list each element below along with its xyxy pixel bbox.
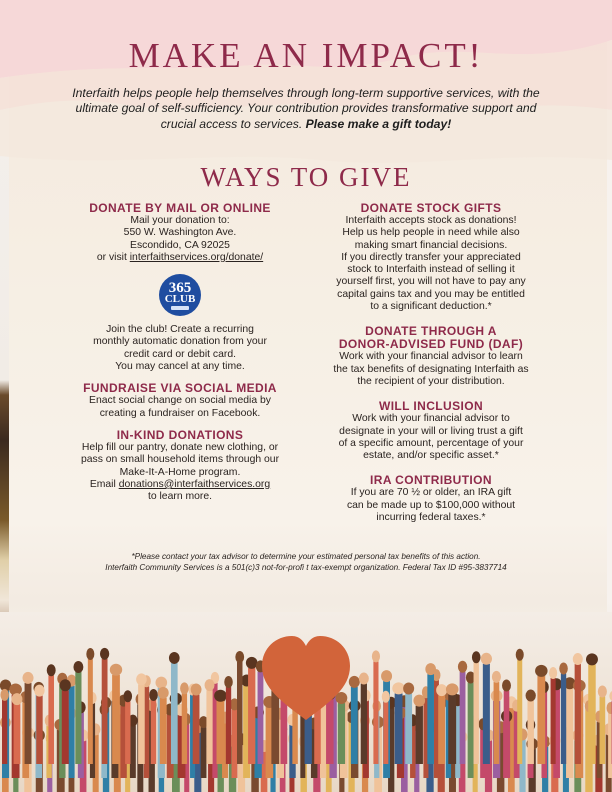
raised-hand [526,690,536,702]
raised-hand [47,664,56,676]
raised-arm [448,694,456,764]
daf-section [318,325,544,388]
raised-hand [86,648,94,660]
raised-hand [549,667,557,679]
raised-hand [158,687,169,699]
raised-hand [573,653,583,665]
raised-arm [14,704,21,764]
raised-arm [395,693,403,764]
footer-disclaimer [40,551,572,573]
raised-arm [438,695,445,764]
ira-title: IRA CONTRIBUTION [370,473,492,488]
raised-hand [392,682,405,694]
raised-arm [69,686,75,778]
raised-arm [561,673,566,764]
in-kind-section [65,429,295,503]
raised-hand [381,670,392,682]
in-kind-line: Help fill our pantry, donate new clothing, or [81,441,279,453]
donate-link-prefix: or visit [96,251,130,263]
badge-logo-mark [171,306,189,310]
raised-arm [468,683,474,778]
raised-arm [383,702,388,764]
raised-hand [224,676,233,688]
raised-hand [372,650,380,662]
raised-arm [226,687,231,764]
stock-line: If you directly transfer your appreciated [341,251,521,263]
club-line: You may cancel at any time. [115,361,245,373]
raised-arm [182,693,187,764]
raised-hand [156,677,168,689]
raised-arm [258,671,264,764]
stock-line: Help us help people in need while also [342,227,520,239]
raised-hand [0,689,8,701]
raised-arm [326,699,334,764]
raised-hand [149,689,158,701]
raised-hand [235,651,244,663]
raised-arm [537,676,545,764]
raised-hand [472,651,481,663]
raised-arm [504,690,510,764]
page-title: MAKE AN IMPACT! [128,36,484,75]
raised-arm [2,700,7,764]
mail-line: Mail your donation to: [130,215,230,226]
raised-hand [458,661,467,673]
right-column [318,202,544,524]
raised-hand [246,657,258,669]
will-line: Work with your financial advisor to [352,413,510,425]
will-line: designate in your will or living trust a gift [339,425,523,437]
intro-text: Interfaith helps people help themselves through long-term supportive services, with the ultimate goal of self-sufficiency. Your contribution provides transformative support and crucial access to services. [72,86,540,131]
stock-gifts-title: DONATE STOCK GIFTS [360,201,502,215]
donate-mail-online-section [65,202,295,264]
raised-arm [361,684,367,764]
raised-hand [100,648,109,660]
raised-hand [169,652,180,664]
raised-arm [217,701,225,764]
raised-arm [551,678,556,764]
raised-arm [206,690,212,764]
in-kind-line: Make-It-A-Home program. [119,466,241,478]
club-line: credit card or debit card. [123,348,237,360]
stock-line: Interfaith accepts stock as donations! [345,215,517,226]
donate-link[interactable]: interfaithservices.org/donate/ [129,251,264,263]
raised-arm [48,675,54,764]
raised-hand [502,679,511,691]
donate-mail-online-title: DONATE BY MAIL OR ONLINE [89,201,271,215]
raised-hand [446,683,459,695]
social-line: creating a fundraiser on Facebook. [99,407,261,419]
club-365-badge [159,274,201,316]
ways-to-give-heading: WAYS TO GIVE [200,162,412,192]
social-line: Enact social change on social media by [89,395,271,407]
raised-hand [516,649,524,661]
raised-arm [527,701,533,764]
raised-hand [73,661,83,673]
raised-arm [494,682,500,764]
raised-arm [427,674,434,764]
stock-line: making smart financial decisions. [354,239,508,251]
raised-hand [136,673,147,685]
raised-hand [535,665,548,677]
raised-hand [12,693,23,705]
raised-hand [481,653,492,665]
social-media-title: FUNDRAISE VIA SOCIAL MEDIA [83,381,277,396]
donations-email-link[interactable]: donations@interfaithservices.org [118,478,271,490]
raised-hand [191,683,202,695]
stock-gifts-section [318,202,544,313]
email-line [65,479,295,491]
will-line: of a specific amount, percentage of your [338,437,524,449]
raised-arm [201,727,207,778]
in-kind-title: IN-KIND DONATIONS [116,427,244,442]
raised-arm [88,659,93,764]
raised-hand [124,690,133,702]
daf-line: the tax benefits of designating Interfaith as [333,363,529,375]
raised-hand [425,663,436,675]
mail-line: Escondido, CA 92025 [130,239,230,251]
raised-hand [382,691,390,703]
raised-arm [483,664,490,764]
stock-line: capital gains tax and you may be entitled [337,288,525,300]
intro-call-to-action: Please make a gift today! [305,116,452,131]
raised-arm [575,664,581,764]
email-prefix: Email [89,478,119,490]
raised-hand [110,664,122,676]
raised-hand [205,679,215,691]
raised-hand [436,684,447,696]
raised-hands-illustration [0,612,612,792]
ira-section [318,474,544,524]
raised-arm [517,660,522,764]
raised-arm [75,672,81,764]
raised-arm [125,701,130,764]
raised-arm [36,696,42,764]
donate-online-line [65,252,295,264]
raised-arm [160,698,167,764]
raised-hand [214,690,227,702]
raised-hand [559,662,568,674]
ira-line: incurring federal taxes.* [376,512,486,524]
raised-arm [62,690,69,764]
raised-arm [600,697,606,764]
badge-club-text: CLUB [164,293,196,306]
daf-line: the recipient of your distribution. [357,375,505,387]
raised-arm [338,703,345,764]
stock-line: to a significant deduction.* [370,301,492,313]
raised-arm [171,663,178,764]
daf-title-line-2: DONOR-ADVISED FUND (DAF) [338,337,524,352]
in-kind-after: to learn more. [147,491,213,503]
club-line: monthly automatic donation from your [93,336,267,348]
will-line: estate, and/or specific asset.* [363,450,499,462]
daf-title-line-1: DONATE THROUGH A [365,324,497,339]
raised-arm [248,668,255,764]
raised-arm [193,694,200,764]
intro-paragraph [60,86,552,132]
raised-arm [102,659,108,764]
club-section [65,324,295,373]
raised-arm [138,684,145,764]
raised-arm [130,726,136,778]
raised-hand [23,672,34,684]
raised-hand [359,673,369,685]
left-column [65,202,295,503]
footer-line-2: Interfaith Community Services is a 501(c)3 not-for-profi t tax-exempt organization. Federal Tax ID #95-3837714 [105,563,507,572]
raised-hand [586,653,598,665]
raised-arm [460,672,466,764]
raised-arm [405,694,412,764]
raised-arm [112,675,120,764]
raised-hand [180,682,189,694]
will-inclusion-title: WILL INCLUSION [378,399,484,414]
raised-arm [151,700,156,764]
raised-arm [25,683,32,764]
raised-arm [474,662,479,764]
raised-hand [60,679,71,691]
raised-hand [598,686,607,698]
club-line: Join the club! Create a recurring [106,324,254,336]
ira-line: can be made up to $100,000 without [346,499,516,511]
in-kind-line: pass on small household items through our [80,454,280,466]
raised-arm [351,687,358,764]
raised-hand [492,671,501,683]
stock-line: yourself first, you will not have to pay any [336,276,526,288]
raised-hand [403,683,414,695]
raised-hand [413,695,425,707]
badge-365-text: 365 [168,280,192,297]
raised-arm [588,664,595,764]
daf-line: Work with your financial advisor to learn [339,351,523,363]
raised-arm [608,713,612,778]
raised-arm [373,661,378,764]
raised-arm [416,706,423,764]
will-inclusion-section [318,400,544,462]
raised-hand [34,685,44,697]
raised-arm [566,688,573,778]
raised-arm [237,662,243,764]
raised-hand [349,676,360,688]
ira-line: If you are 70 ½ or older, an IRA gift [350,487,512,499]
raised-arm [232,709,238,778]
stock-line: stock to Interfaith instead of selling it [347,264,515,276]
mail-line: 550 W. Washington Ave. [123,227,237,239]
footer-line-1: *Please contact your tax advisor to determine your estimated personal tax benefits of this action. [131,552,481,561]
social-media-section [65,382,295,420]
